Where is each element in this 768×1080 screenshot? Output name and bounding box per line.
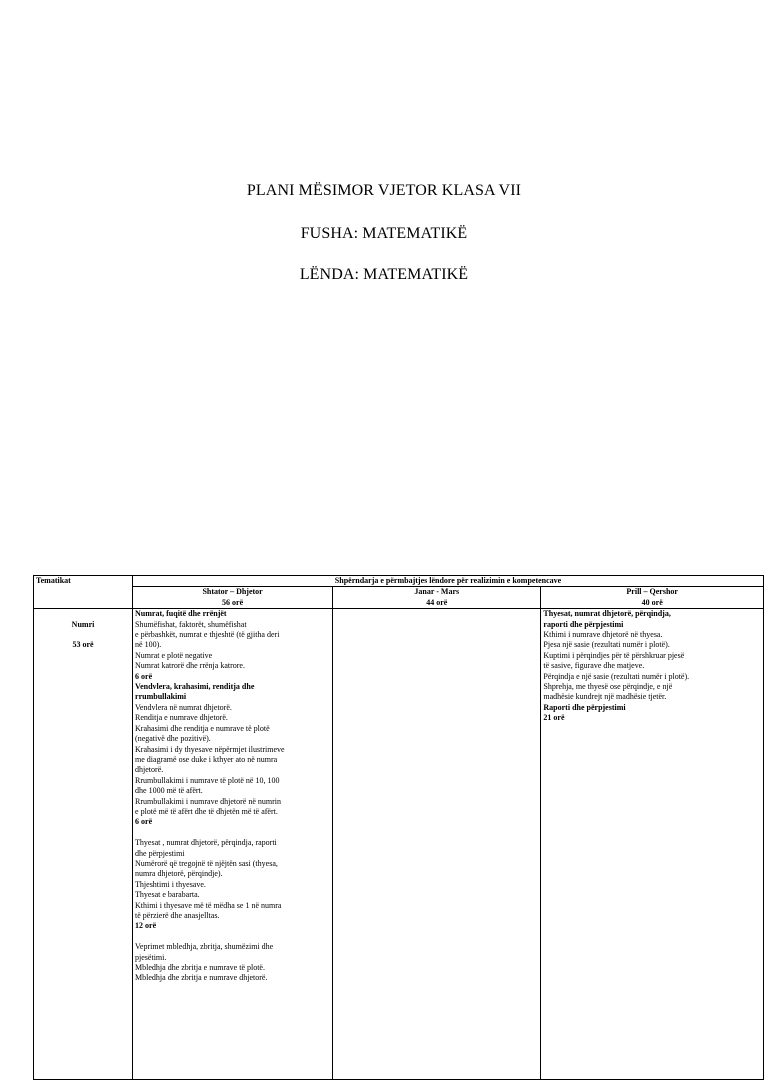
field-title: FUSHA: MATEMATIKË xyxy=(300,225,468,242)
list-item: e përbashkët, numrat e thjeshtë (të gjitha deri xyxy=(135,630,280,640)
distribution-header: Shpërndarja e përmbajtjes lëndore për realizimin e kompetencave xyxy=(133,576,764,587)
list-item: pjesëtimi. xyxy=(135,952,167,962)
list-item: me diagramë ose duke i kthyer ato në numra xyxy=(135,754,278,764)
subject-title: LËNDA: MATEMATIKË xyxy=(299,266,469,283)
list-item: Mbledhja dhe zbritja e numrave dhjetorë. xyxy=(135,973,268,983)
list-item: (negativë dhe pozitivë). xyxy=(135,734,211,744)
section-title: Numrat, fuqitë dhe rrënjët xyxy=(135,609,227,619)
section-title: Thyesat, numrat dhjetorë, përqindja, xyxy=(543,609,671,619)
list-item: madhësie kundrejt një madhësie tjetër. xyxy=(543,692,667,702)
topic-cell xyxy=(34,609,133,1080)
list-item: dhe përpjestimi xyxy=(135,848,185,858)
section-title: raporti dhe përpjestimi xyxy=(543,619,624,629)
list-item: Thjeshtimi i thyesave. xyxy=(135,879,206,889)
plan-title: PLANI MËSIMOR VJETOR KLASA VII xyxy=(246,182,522,199)
plan-table xyxy=(33,575,764,1080)
period-2-hours: 44 orë xyxy=(426,597,448,607)
list-item: Vendvlera në numrat dhjetorë. xyxy=(135,702,232,712)
list-item: Kuptimi i përqindjes për të përshkruar pjesë xyxy=(543,650,685,660)
section-hours: 6 orë xyxy=(135,817,153,827)
table-header-row xyxy=(34,576,764,587)
section-hours: 21 orë xyxy=(543,713,565,723)
list-item: Rrumbullakimi i numrave dhjetorë në numrin xyxy=(135,796,281,806)
list-item: Kthimi i thyesave më të mëdha se 1 në numra xyxy=(135,900,282,910)
list-item: numra dhjetorë, përqindje). xyxy=(135,869,223,879)
list-item: e plotë më të afërt dhe të dhjetën më të afërt. xyxy=(135,806,278,816)
list-item: dhjetorë. xyxy=(135,765,164,775)
section-title: Raporti dhe përpjestimi xyxy=(543,702,626,712)
period-3-hours: 40 orë xyxy=(641,597,663,607)
list-item: Numërorë që tregojnë të njëjtën sasi (thyesa, xyxy=(135,858,278,868)
list-item: të sasive, figurave dhe matjeve. xyxy=(543,661,645,671)
list-item: Pjesa një sasie (rezultati numër i plotë). xyxy=(543,640,670,650)
list-item: Shumëfishat, faktorët, shumëfishat xyxy=(135,619,247,629)
period-1-hours: 56 orë xyxy=(222,597,244,607)
period-2-header xyxy=(333,587,541,609)
list-item: Shprehja, me thyesë ose përqindje, e një xyxy=(543,682,673,692)
period-2-name: Janar - Mars xyxy=(414,587,460,597)
section-title: rrumbullakimi xyxy=(135,692,187,702)
list-item: Krahasimi i dy thyesave nëpërmjet ilustrimeve xyxy=(135,744,285,754)
period-3-header xyxy=(541,587,764,609)
period-1-content xyxy=(133,609,333,1080)
list-item: Përqindja e një sasie (rezultati numër i plotë). xyxy=(543,671,690,681)
period-3-content xyxy=(541,609,764,1080)
list-item: Numrat katrorë dhe rrënja katrore. xyxy=(135,661,245,671)
list-item: Rrumbullakimi i numrave të plotë në 10, 100 xyxy=(135,775,280,785)
period-3-name: Prill – Qershor xyxy=(626,587,678,597)
period-1-header xyxy=(133,587,333,609)
table-row xyxy=(34,609,764,1080)
list-item: të përzierë dhe anasjelltas. xyxy=(135,910,220,920)
list-item: Krahasimi dhe renditja e numrave të plotë xyxy=(135,723,270,733)
topic-name: Numri xyxy=(71,619,95,629)
list-item: Renditja e numrave dhjetorë. xyxy=(135,713,228,723)
list-item: Numrat e plotë negative xyxy=(135,650,213,660)
list-item: Veprimet mbledhja, zbritja, shumëzimi dhe xyxy=(135,942,274,952)
section-title: Vendvlera, krahasimi, renditja dhe xyxy=(135,682,255,692)
list-item: Thyesat e barabarta. xyxy=(135,890,200,900)
section-hours: 6 orë xyxy=(135,671,153,681)
topic-hours: 53 orë xyxy=(72,640,94,650)
list-item: Thyesat , numrat dhjetorë, përqindja, raporti xyxy=(135,838,277,848)
list-item: dhe 1000 më të afërt. xyxy=(135,786,203,796)
list-item: në 100). xyxy=(135,640,162,650)
periods-row xyxy=(34,587,764,609)
topic-column-header: Tematikat xyxy=(34,576,133,609)
list-item: Kthimi i numrave dhjetorë në thyesa. xyxy=(543,630,663,640)
period-2-content xyxy=(333,609,541,1080)
section-hours: 12 orë xyxy=(135,921,157,931)
period-1-name: Shtator – Dhjetor xyxy=(202,587,263,597)
list-item: Mbledhja dhe zbritja e numrave të plotë. xyxy=(135,963,265,972)
